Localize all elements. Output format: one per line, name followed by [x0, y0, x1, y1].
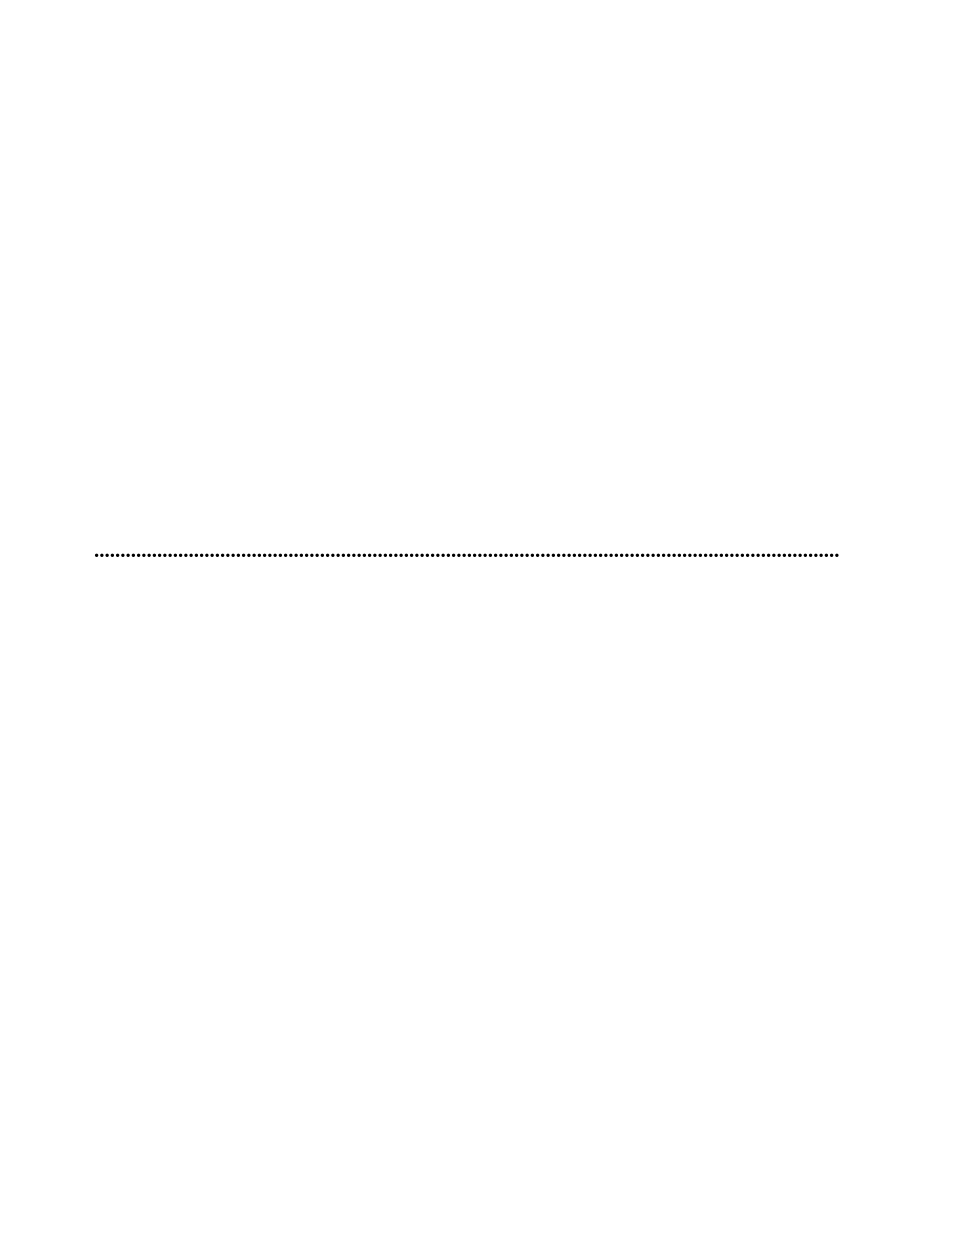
dot-leader: [94, 537, 840, 563]
toc-section: [84, 537, 842, 563]
toc-section-row[interactable]: [84, 537, 842, 563]
